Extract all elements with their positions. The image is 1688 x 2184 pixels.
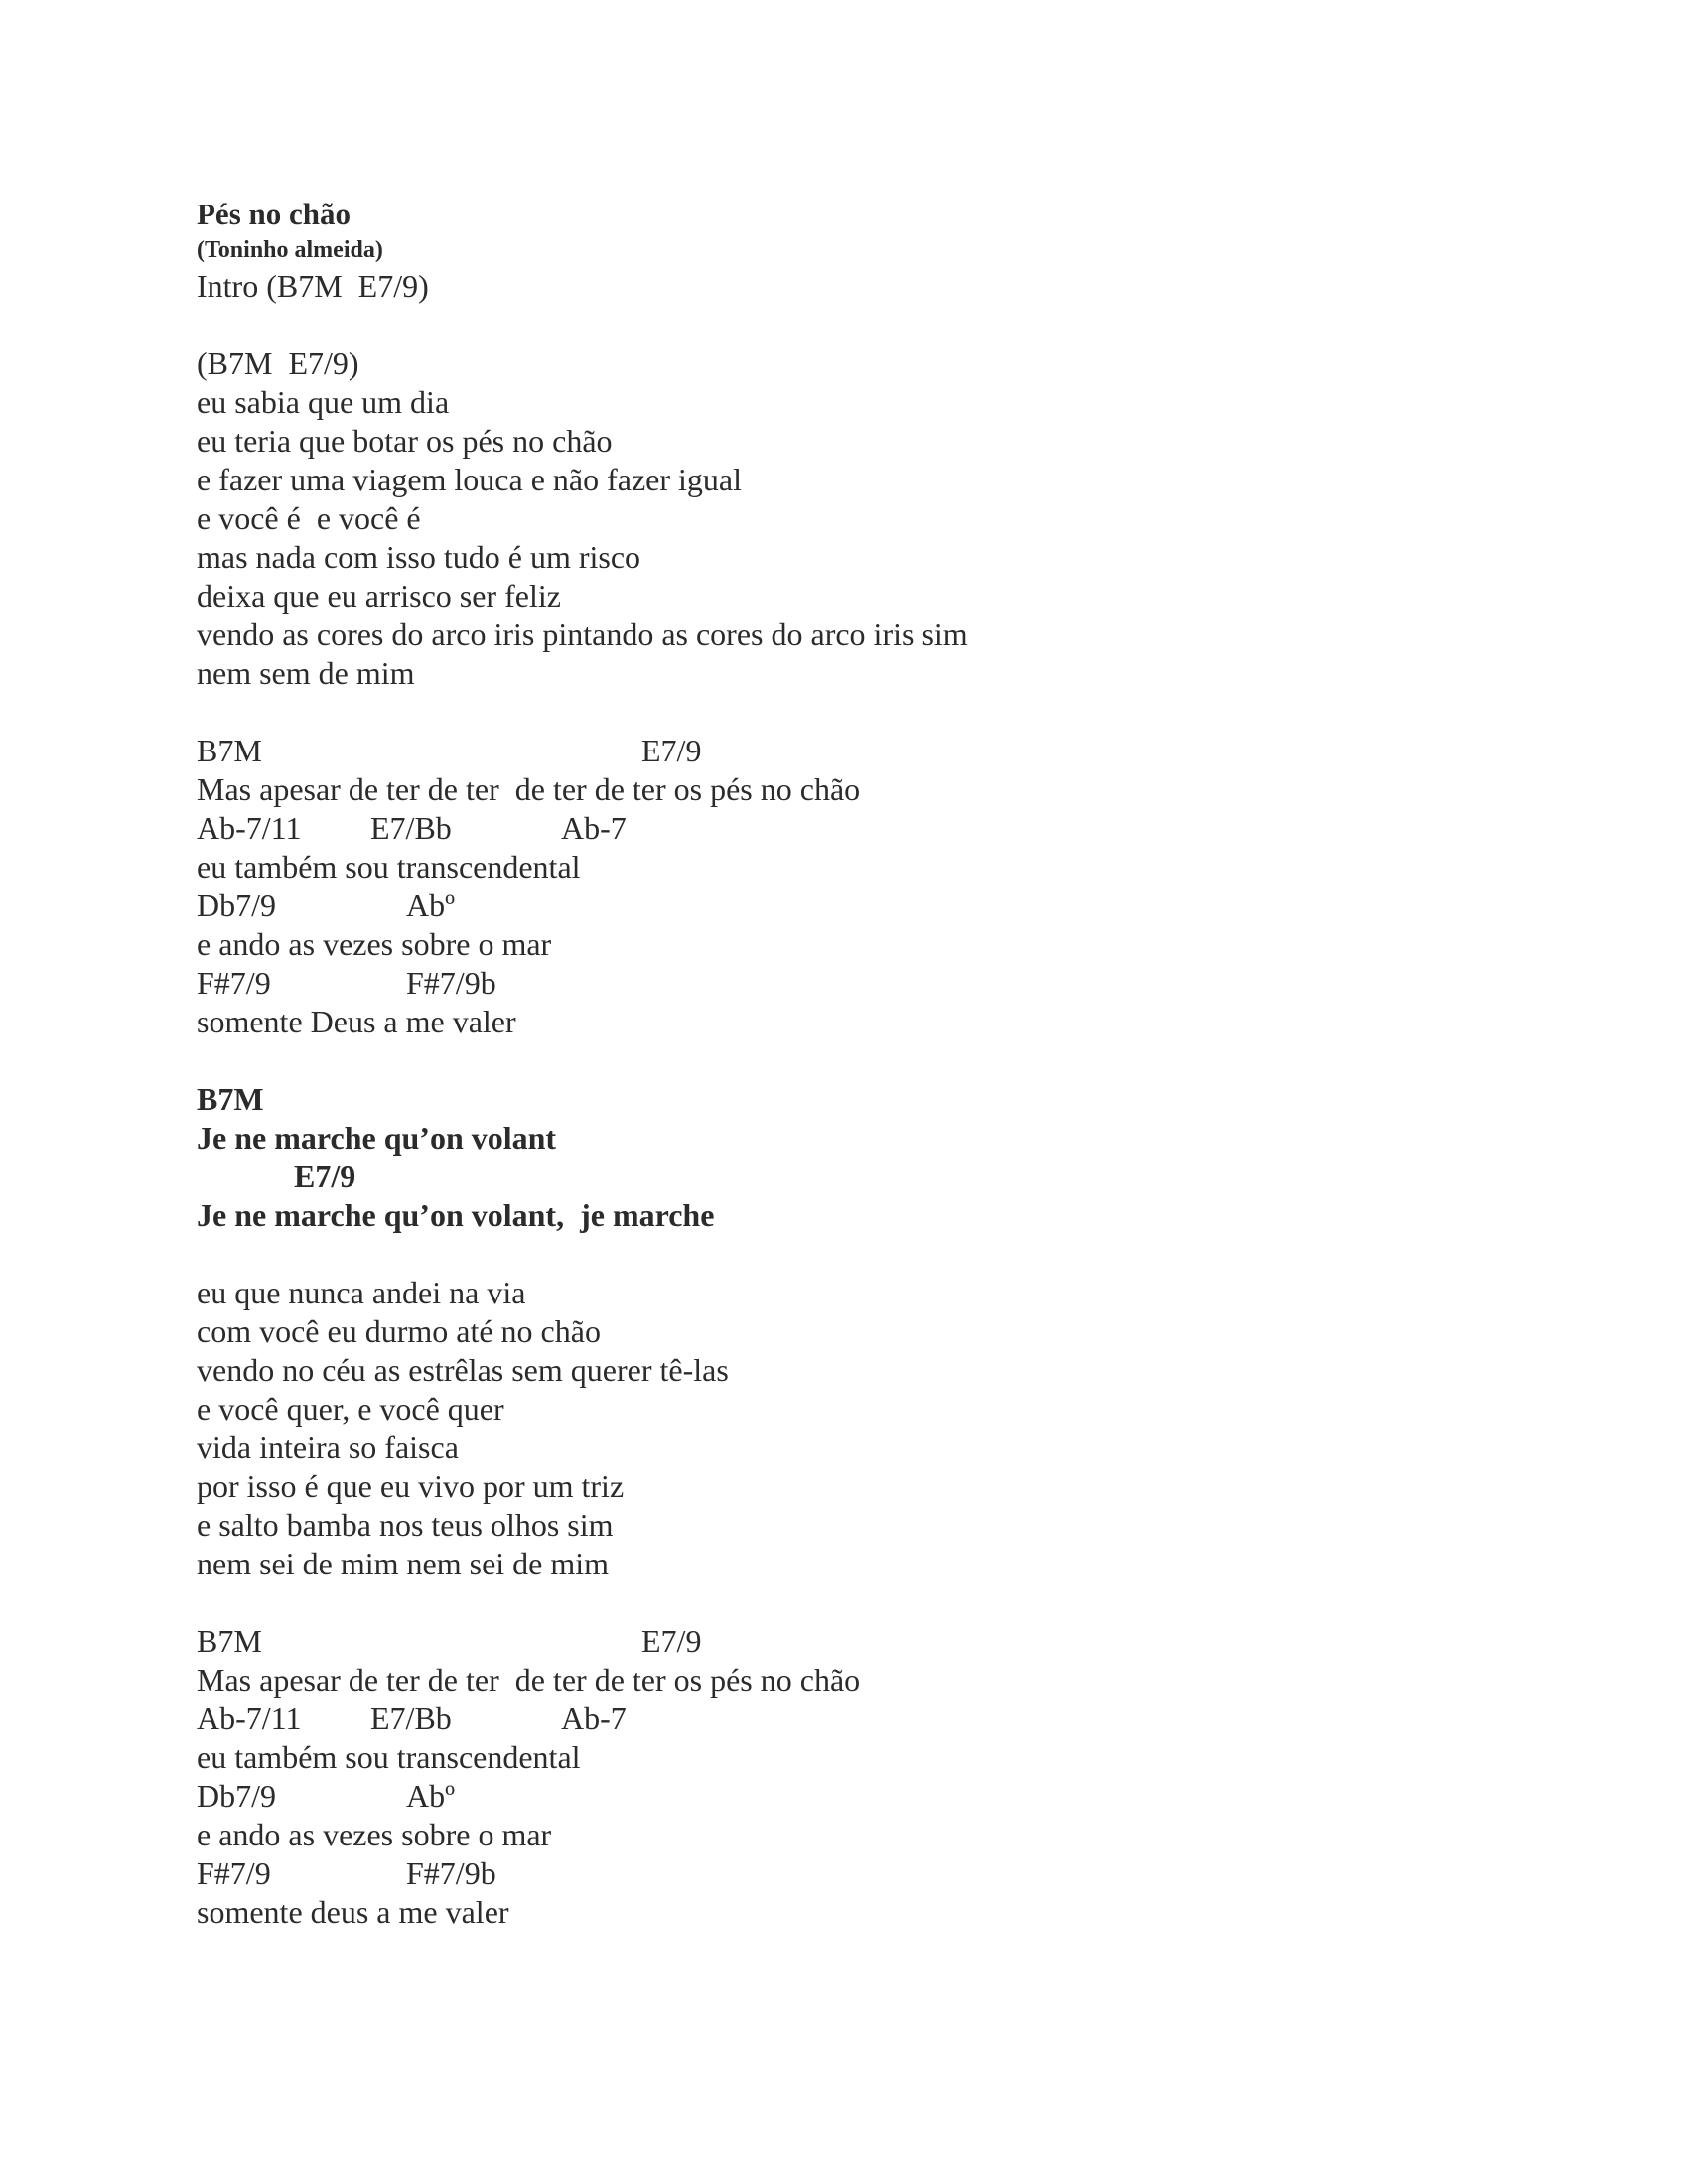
lyric-line: deixa que eu arrisco ser feliz	[197, 578, 561, 614]
verse-1	[197, 344, 1587, 693]
chord: Ab-7	[561, 1701, 627, 1736]
chord: Ab-7	[561, 810, 627, 846]
lyric-line: vida inteira so faisca	[197, 1430, 459, 1465]
chord-line	[197, 1854, 1587, 1893]
chord: F#7/9b	[406, 1855, 496, 1891]
chord: Abº	[406, 887, 456, 923]
lyric-line: Je ne marche qu’on volant	[197, 1120, 557, 1156]
chord-line	[197, 809, 1587, 848]
chord: E7/9	[641, 1623, 702, 1659]
chord-line: B7M	[197, 1081, 264, 1117]
chord: F#7/9	[197, 965, 271, 1001]
lyric-line: Mas apesar de ter de ter de ter de ter os pés no chão	[197, 1662, 861, 1698]
verse-2	[197, 1274, 1587, 1583]
chord-line	[197, 1777, 1587, 1816]
song-title: Pés no chão	[197, 197, 351, 231]
chord: E7/9	[294, 1159, 356, 1194]
chord: E7/Bb	[370, 810, 452, 846]
lyric-line: nem sem de mim	[197, 655, 415, 691]
lyric-line: com você eu durmo até no chão	[197, 1313, 601, 1349]
chord-line	[197, 964, 1587, 1003]
chord: Abº	[406, 1778, 456, 1814]
chord-line	[197, 887, 1587, 925]
lyric-line: por isso é que eu vivo por um triz	[197, 1468, 625, 1504]
spacer	[197, 693, 1587, 732]
lyric-line: e salto bamba nos teus olhos sim	[197, 1507, 614, 1543]
lyric-line: Je ne marche qu’on volant, je marche	[197, 1197, 715, 1233]
lyric-line: nem sei de mim nem sei de mim	[197, 1546, 610, 1581]
chord: Ab-7/11	[197, 810, 302, 846]
bridge	[197, 1080, 1587, 1235]
lyric-line: Mas apesar de ter de ter de ter de ter os pés no chão	[197, 771, 861, 807]
lyric-line: e fazer uma viagem louca e não fazer igual	[197, 462, 743, 497]
lyric-line: somente deus a me valer	[197, 1894, 509, 1930]
chord: F#7/9	[197, 1855, 271, 1891]
lyric-line: vendo no céu as estrêlas sem querer tê-las	[197, 1352, 729, 1388]
chorus-2	[197, 1622, 1587, 1932]
spacer	[197, 1583, 1587, 1622]
chord: Db7/9	[197, 887, 276, 923]
lyric-line: e ando as vezes sobre o mar	[197, 926, 552, 962]
composer-credit: (Toninho almeida)	[197, 237, 383, 263]
intro-line: Intro (B7M E7/9)	[197, 268, 429, 304]
lyric-line: e você quer, e você quer	[197, 1391, 504, 1427]
chord: F#7/9b	[406, 965, 496, 1001]
chord: E7/Bb	[370, 1701, 452, 1736]
lyric-line: eu também sou transcendental	[197, 849, 581, 885]
chord-line: (B7M E7/9)	[197, 345, 359, 381]
lyric-line: vendo as cores do arco iris pintando as cores do arco iris sim	[197, 616, 968, 652]
chord: B7M	[197, 1623, 262, 1659]
lyrics-sheet	[197, 195, 1587, 1932]
lyric-line: eu sabia que um dia	[197, 384, 450, 420]
chord: B7M	[197, 733, 262, 768]
chord-line	[197, 1700, 1587, 1738]
spacer	[197, 306, 1587, 344]
chord-line	[197, 1622, 1587, 1661]
chord: E7/9	[641, 733, 702, 768]
lyric-line: eu que nunca andei na via	[197, 1275, 526, 1310]
lyric-line: eu também sou transcendental	[197, 1739, 581, 1775]
lyric-line: e você é e você é	[197, 500, 421, 536]
chorus-1	[197, 732, 1587, 1041]
lyric-line: somente Deus a me valer	[197, 1004, 516, 1039]
chord: Db7/9	[197, 1778, 276, 1814]
lyric-line: mas nada com isso tudo é um risco	[197, 539, 641, 575]
lyric-line: eu teria que botar os pés no chão	[197, 423, 613, 459]
chord-line	[197, 1158, 1587, 1196]
spacer	[197, 1235, 1587, 1274]
chord: Ab-7/11	[197, 1701, 302, 1736]
spacer	[197, 1041, 1587, 1080]
lyric-line: e ando as vezes sobre o mar	[197, 1817, 552, 1852]
chord-line	[197, 732, 1587, 770]
